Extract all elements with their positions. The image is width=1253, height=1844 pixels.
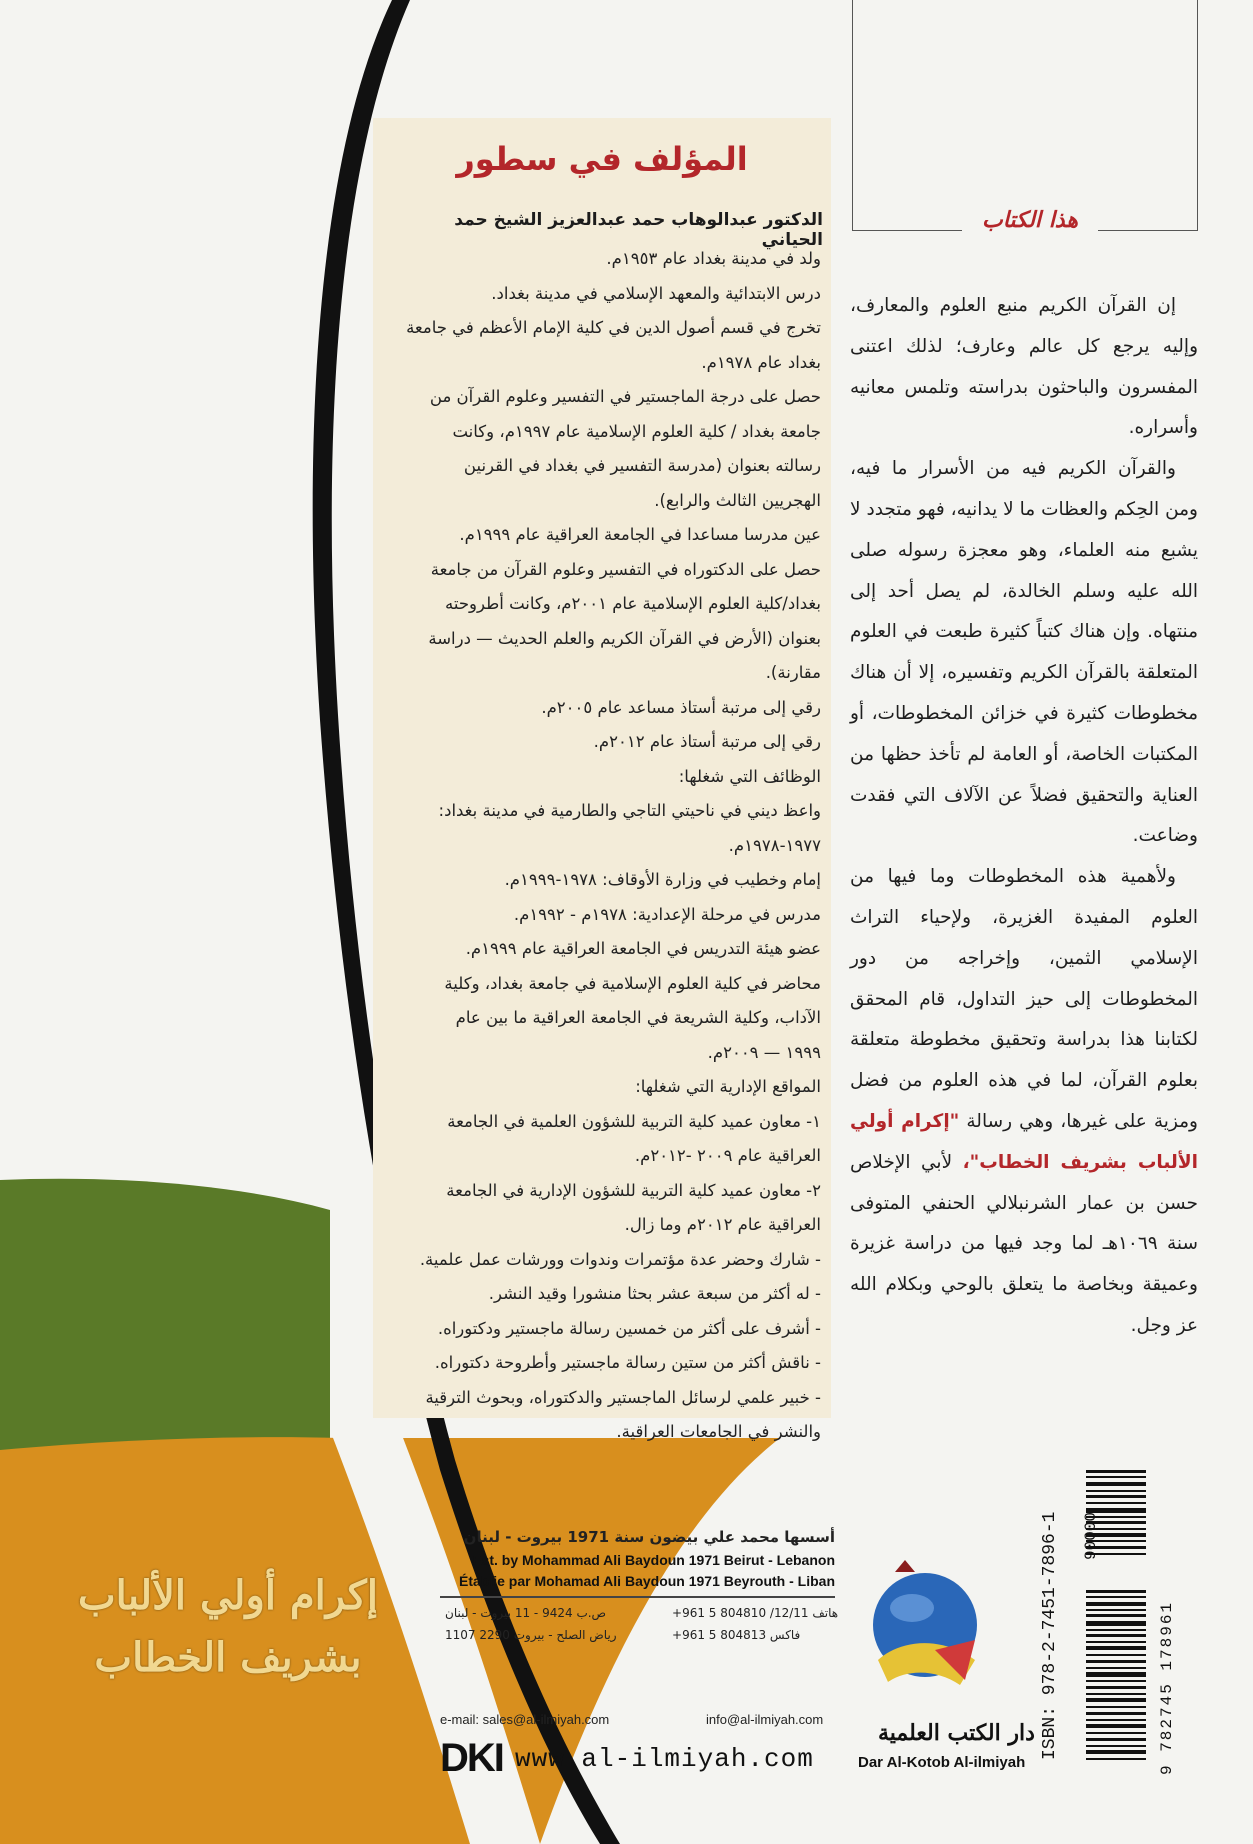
bio-line: الوظائف التي شغلها: [678, 766, 821, 786]
bio-line: رقي إلى مرتبة أستاذ عام ٢٠١٢م. [593, 732, 821, 751]
bio-line: عضو هيئة التدريس في الجامعة العراقية عام ١٩٩٩م. [465, 939, 821, 958]
bio-line: رقي إلى مرتبة أستاذ مساعد عام ٢٠٠٥م. [541, 697, 821, 717]
bio-line: ١- معاون عميد كلية التربية للشؤون العلمية في الجامعة [447, 1111, 821, 1131]
bio-line: المواقع الإدارية التي شغلها: [635, 1077, 821, 1096]
book-frame [852, 0, 1198, 231]
publisher-fax: فاكس 804813 5 961+ [672, 1628, 801, 1642]
publisher-logo-en: Dar Al-Kotob Al-ilmiyah [858, 1754, 1026, 1771]
bio-line: - خبير علمي لرسائل الماجستير والدكتوراه، وبحوث الترقية [425, 1387, 821, 1407]
bio-line: - شارك وحضر عدة مؤتمرات وندوات وورشات عمل علمية. [419, 1249, 821, 1269]
bio-line: رسالته بعنوان (مدرسة التفسير في بغداد في القرنين [463, 456, 821, 475]
bio-line: درس الابتدائية والمعهد الإسلامي في مدينة بغداد. [491, 283, 821, 303]
author-panel-title: المؤلف في سطور [456, 140, 748, 178]
publisher-email-info[interactable]: info@al-ilmiyah.com [706, 1712, 824, 1727]
book-paragraph: إن القرآن الكريم منبع العلوم والمعارف، وإليه يرجع كل عالم وعارف؛ لذلك اعتنى المفسرون والباحثون بدراسته وتلمس معانيه وأسراره. [850, 295, 1198, 439]
bio-line: العراقية عام ٢٠١٢م وما زال. [624, 1215, 821, 1234]
publisher-established-fr: Établie par Mohamad Ali Baydoun 1971 Beyrouth - Liban [459, 1573, 835, 1589]
bio-line: عين مدرسا مساعدا في الجامعة العراقية عام ١٩٩٩م. [459, 525, 821, 544]
publisher-address: رياض الصلح - بيروت 2290 1107 [445, 1628, 617, 1642]
publisher-pobox: ص.ب 9424 - 11 بيروت - لبنان [445, 1606, 607, 1620]
bio-line: حصل على درجة الماجستير في التفسير وعلوم القرآن من [429, 387, 821, 406]
cover-title-line1: إكرام أولي الألباب [78, 1572, 378, 1619]
bio-line: والنشر في الجامعات العراقية. [616, 1422, 821, 1441]
book-description [850, 286, 1198, 1347]
book-paragraph-text: ولأهمية هذه المخطوطات وما فيها من العلوم المفيدة الغزيرة، ولإحياء التراث الإسلامي الثمين، وإخراجه من دور المخطوطات إلى حيز التداول، قام المحقق لكتابنا هذا بدراسة وتحقيق مخطوطة متعلقة بعلوم القرآن، لما في هذه العلوم من فضل ومزية على غيرها، وهي رسالة [850, 866, 1198, 1132]
bio-line: الآداب، وكلية الشريعة في الجامعة العراقية ما بين عام [455, 1008, 821, 1027]
bio-line: - ناقش أكثر من ستين رسالة ماجستير وأطروحة دكتوراه. [434, 1353, 821, 1372]
book-title-quote: "إكرام أولي الألباب بشريف الخطاب"، [850, 1110, 1198, 1173]
bio-line: حصل على الدكتوراه في التفسير وعلوم القرآن من جامعة [430, 559, 821, 579]
dki-logo: DKI [440, 1736, 503, 1780]
publisher-divider [440, 1596, 835, 1598]
book-paragraph [850, 857, 1198, 1347]
publisher-phone: هاتف 12/11/ 804810 5 961+ [672, 1606, 839, 1620]
bio-line: بغداد/كلية العلوم الإسلامية عام ٢٠٠١م، وكانت أطروحته [445, 594, 821, 613]
cover-title [78, 1565, 378, 1689]
publisher-logo-ar: دار الكتب العلمية [878, 1720, 1035, 1746]
bio-line: العراقية عام ٢٠٠٩ -٢٠١٢م. [634, 1146, 821, 1165]
bio-line: - له أكثر من سبعة عشر بحثا منشورا وقيد النشر. [488, 1284, 821, 1303]
bio-line: ولد في مدينة بغداد عام ١٩٥٣م. [606, 249, 821, 268]
isbn-digits: 9 782745 178961 [1158, 1600, 1176, 1775]
publisher-established-en: Est. by Mohammad Ali Baydoun 1971 Beirut - Lebanon [472, 1552, 835, 1568]
bio-line: بعنوان (الأرض في القرآن الكريم والعلم الحديث — دراسة [428, 628, 821, 648]
bio-line: ١٩٩٩ — ٢٠٠٩م. [707, 1042, 821, 1062]
book-paragraph: والقرآن الكريم فيه من الأسرار ما فيه، ومن الحِكم والعظات ما لا يدانيه، فهو متجدد لا يشبع منه العلماء، وهو معجزة رسوله صلى الله عليه وسلم الخالدة، لم يصل أحد إلى منتهاه. وإن هناك كتباً كثيرة طبعت في العلوم المتعلقة بالقرآن الكريم وتفسيره، إلا أن هناك مخطوطات كثيرة في خزائن المخطوطات، أو المكتبات الخاصة، أو العامة لم تأخذ حظها من العناية والتحقيق فضلاً عن الآلاف التي فقدت وضاعت. [850, 458, 1198, 847]
bio-line: الهجريين الثالث والرابع). [654, 490, 821, 510]
book-paragraph-text: لأبي الإخلاص حسن بن عمار الشرنبلالي الحنفي المتوفى سنة ١٠٦٩هـ لما وجد فيها من دراسة غزيرة وعميقة وبخاصة ما يتعلق بالوحي وبكلام الله عز وجل. [850, 1151, 1198, 1336]
isbn-label: ISBN: 978-2-7451-7896-1 [1040, 1511, 1060, 1760]
bio-line: بغداد عام ١٩٧٨م. [701, 352, 821, 372]
isbn-price-code: 90000 [1082, 1511, 1100, 1560]
book-heading: هذا الكتاب [982, 207, 1078, 233]
bio-line: مدرس في مرحلة الإعدادية: ١٩٧٨م - ١٩٩٢م. [513, 904, 821, 924]
bio-line: واعظ ديني في ناحيتي التاجي والطارمية في مدينة بغداد: [438, 801, 821, 820]
bio-line: إمام وخطيب في وزارة الأوقاف: ١٩٧٨-١٩٩٩م. [504, 870, 821, 889]
bio-line: ١٩٧٧-١٩٧٨م. [728, 835, 821, 855]
author-bio [391, 242, 821, 1450]
author-name: الدكتور عبدالوهاب حمد عبدالعزيز الشيخ حمد الحياني [454, 210, 823, 250]
bio-line: جامعة بغداد / كلية العلوم الإسلامية عام ١٩٩٧م، وكانت [452, 421, 821, 441]
bio-line: تخرج في قسم أصول الدين في كلية الإمام الأعظم في جامعة [406, 318, 821, 337]
bio-line: - أشرف على أكثر من خمسين رسالة ماجستير ودكتوراه. [437, 1318, 821, 1338]
cover-title-line2: بشريف الخطاب [94, 1634, 362, 1681]
bio-line: مقارنة). [765, 663, 821, 682]
bio-line: محاضر في كلية العلوم الإسلامية في جامعة بغداد، وكلية [444, 973, 821, 993]
green-band [0, 1179, 330, 1480]
publisher-email-sales[interactable]: e-mail: sales@al-ilmiyah.com [440, 1712, 610, 1727]
publisher-website[interactable]: www.al-ilmiyah.com [515, 1744, 814, 1774]
bio-line: ٢- معاون عميد كلية التربية للشؤون الإدارية في الجامعة [446, 1180, 821, 1200]
publisher-established-ar: أسسها محمد علي بيضون سنة 1971 بيروت - لبنان [463, 1528, 835, 1546]
